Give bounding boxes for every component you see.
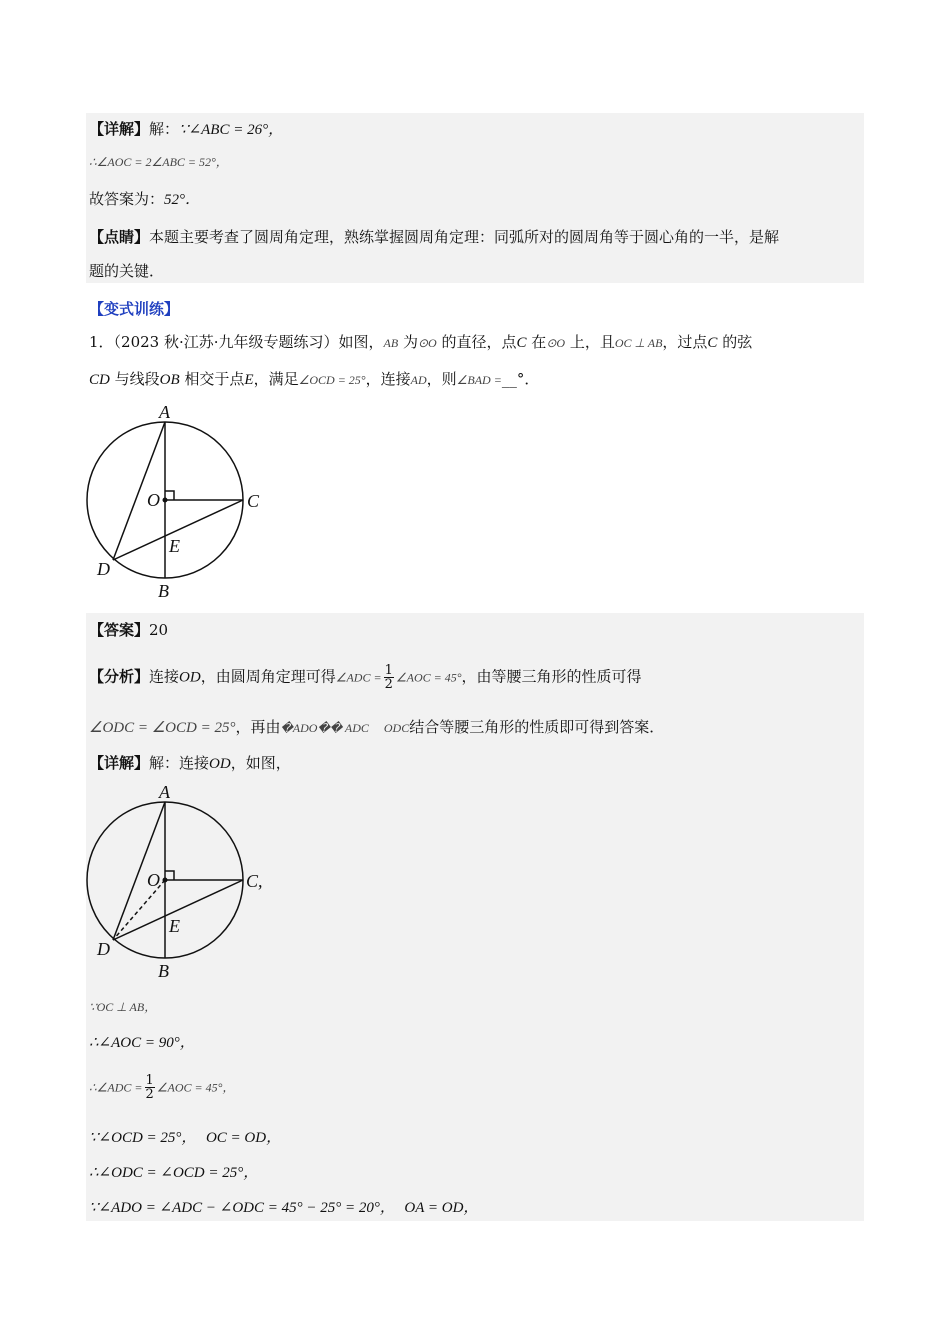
problem-text: 为 <box>398 333 418 351</box>
math-c: C <box>707 335 718 351</box>
math-angle-aoc: ∠AOC = 45° <box>395 670 462 685</box>
answer-value-math: 52°． <box>164 192 201 208</box>
answer-blank: __ <box>501 370 517 388</box>
math-ad: AD <box>410 373 427 387</box>
fraction-half <box>145 1074 155 1101</box>
math-angle-odc: ∠ODC = ∠OCD = 25° <box>89 720 236 736</box>
problem-source: （2023 秋·江苏·九年级专题练习） <box>113 333 339 351</box>
label-c: C, <box>246 871 263 891</box>
math-angle-bad: ∠BAD = <box>456 373 502 387</box>
detail-math-1: ∵∠ABC = 26°， <box>179 122 284 138</box>
label-d: D <box>97 939 110 959</box>
math-c: C <box>516 335 527 351</box>
math-ab: AB <box>383 336 399 350</box>
label-d: D <box>97 559 110 579</box>
problem-text: ，满足 <box>253 370 299 388</box>
problem-text: 上，且 <box>565 333 615 351</box>
label-b: B <box>158 961 169 980</box>
step-4 <box>89 1126 281 1149</box>
comment-line-2 <box>89 260 164 282</box>
problem-text: ，则 <box>426 370 457 388</box>
problem-text: 的直径，点 <box>436 333 517 351</box>
step-4-math-a: ∵∠OCD = 25°， <box>89 1130 197 1146</box>
step-1 <box>89 995 156 1018</box>
analysis-tag: 【分析】 <box>89 667 150 686</box>
comment-text: 本题主要考查了圆周角定理，熟练掌握圆周角定理：同弧所对的圆周角等于圆心角的一半，是解 <box>149 228 780 246</box>
answer-value: 20 <box>149 621 169 639</box>
step-4-math-b: OC = OD， <box>205 1130 282 1146</box>
circle-figure-2 <box>80 780 280 980</box>
analysis-text: 连接 <box>149 667 180 686</box>
problem-text: 与线段 <box>109 370 160 388</box>
label-o: O <box>147 870 160 890</box>
label-e: E <box>169 916 180 936</box>
step-5-math: ∴∠ODC = ∠OCD = 25°， <box>89 1165 259 1181</box>
math-garbled: �ADO�� ADC ODC <box>280 721 410 735</box>
label-e: E <box>169 536 180 556</box>
problem-text: 相交于点 <box>179 370 245 388</box>
step-6-math-b: OA = OD， <box>404 1200 479 1216</box>
problem-text: ，连接 <box>365 370 411 388</box>
problem-line-1 <box>89 331 752 354</box>
detail-line-1 <box>89 118 283 141</box>
analysis-text: 结合等腰三角形的性质即可得到答案． <box>409 718 665 736</box>
math-oc-perp-ab: OC ⊥ AB <box>614 336 663 350</box>
detail-math-2: ∴∠AOC = 2∠ABC = 52°， <box>89 155 228 169</box>
analysis-text: ，由等腰三角形的性质可得 <box>461 667 642 686</box>
label-b: B <box>158 581 169 600</box>
step-2 <box>89 1031 195 1054</box>
step-6 <box>89 1196 478 1219</box>
fraction-numerator: 1 <box>145 1073 154 1088</box>
math-circle-o: ⊙O <box>418 336 437 350</box>
problem-line-2 <box>89 368 539 391</box>
answer-tag: 【答案】 <box>89 621 150 639</box>
step-1-math: ∵OC ⊥ AB， <box>89 1000 157 1014</box>
label-a: A <box>159 782 170 802</box>
math-od: OD <box>179 669 201 686</box>
point-o <box>163 498 168 503</box>
comment-line-1 <box>89 226 779 248</box>
label-c: C <box>247 491 260 511</box>
fraction-denominator: 2 <box>145 1087 154 1102</box>
fraction-numerator: 1 <box>384 663 393 678</box>
problem-number: 1． <box>89 333 114 351</box>
step-2-math: ∴∠AOC = 90°， <box>89 1035 195 1051</box>
step-3-math-a: ∴∠ADC = <box>89 1080 143 1095</box>
analysis-line-2 <box>89 716 664 739</box>
step-6-math-a: ∵∠ADO = ∠ADC − ∠ODC = 45° − 25° = 20°， <box>89 1200 395 1216</box>
detail-line-3 <box>89 188 200 211</box>
problem-text: 在 <box>526 333 547 351</box>
fraction-denominator: 2 <box>384 677 393 692</box>
analysis-line-1 <box>89 664 642 691</box>
analysis-text: ，由圆周角定理可得 <box>200 667 336 686</box>
detail2-text: 解：连接 <box>149 754 210 772</box>
section-title: 【变式训练】 <box>89 300 180 318</box>
detail2-tag: 【详解】 <box>89 754 150 772</box>
math-angle-ocd: ∠OCD = 25° <box>298 373 366 387</box>
problem-text: 的弦 <box>717 333 753 351</box>
analysis-text: ，再由 <box>235 718 281 736</box>
problem-text: ，过点 <box>662 333 708 351</box>
comment-tag: 【点睛】 <box>89 228 150 246</box>
label-o: O <box>147 490 160 510</box>
answer-label-text: 故答案为： <box>89 190 165 208</box>
math-ob: OB <box>159 372 180 388</box>
detail2-line <box>89 752 291 775</box>
circle-figure-1 <box>80 400 280 600</box>
math-angle-adc: ∠ADC = <box>335 670 382 685</box>
point-o <box>163 878 168 883</box>
step-3-math-b: ∠AOC = 45°， <box>156 1080 235 1095</box>
detail-line-2 <box>89 150 228 173</box>
problem-text: °． <box>516 370 540 388</box>
math-cd: CD <box>89 372 110 388</box>
math-circle-o: ⊙O <box>546 336 566 350</box>
step-3 <box>89 1074 234 1101</box>
problem-text: 如图， <box>338 333 384 351</box>
comment-text-2: 题的关键． <box>89 262 165 280</box>
step-5 <box>89 1161 258 1184</box>
detail-tag: 【详解】 <box>89 120 150 138</box>
detail2-text: ，如图， <box>230 754 291 772</box>
label-a: A <box>159 402 170 422</box>
math-od: OD <box>209 756 231 772</box>
detail-text: 解： <box>149 120 180 138</box>
fraction-half <box>384 664 394 691</box>
answer-line <box>89 619 168 641</box>
math-e: E <box>244 372 254 388</box>
